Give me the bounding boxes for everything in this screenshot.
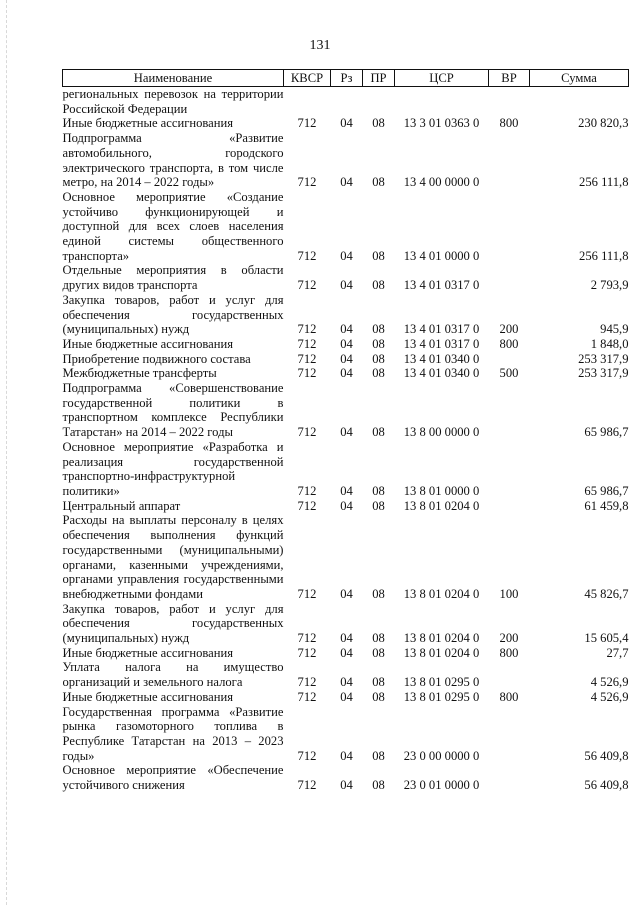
budget-table: [62, 69, 629, 793]
row-label: Основное мероприятие «Разработка и реализация государственной транспортно-инфраструктурной политики»: [62, 439, 284, 498]
cell-pr: 08: [372, 498, 385, 513]
table-row: [63, 337, 629, 352]
cell-csr: 13 4 00 0000 0: [403, 175, 480, 190]
cell-csr: 13 4 01 0000 0: [403, 248, 480, 263]
cell-vr: 200: [499, 631, 519, 646]
cell-csr: 13 8 01 0000 0: [403, 483, 480, 498]
cell-rz: 04: [340, 689, 353, 704]
cell-sum: 65 986,7: [584, 425, 629, 440]
cell-vr: 800: [499, 689, 519, 704]
row-label: региональных перевозок на территории Российской Федерации: [62, 87, 284, 116]
row-label: Расходы на выплаты персоналу в целях обеспечения выполнения функций государственными (муниципальными) органами, казенными учреждениями, органами управления государственными внебюджетными фондами: [62, 513, 284, 601]
cell-sum: 945,9: [600, 322, 629, 337]
cell-name: [63, 263, 284, 292]
cell-name: [63, 293, 284, 337]
cell-rz: 04: [340, 322, 353, 337]
cell-pr: 08: [372, 248, 385, 263]
cell-name: [63, 190, 284, 264]
table-row: [63, 646, 629, 661]
table-row: [63, 87, 629, 117]
cell-sum: 65 986,7: [584, 483, 629, 498]
cell-kvsr: 712: [297, 498, 317, 513]
cell-pr: 08: [372, 586, 385, 601]
cell-pr: [363, 87, 395, 117]
cell-vr: [489, 263, 530, 292]
cell-csr: 13 8 00 0000 0: [403, 425, 480, 440]
cell-csr: 13 4 01 0317 0: [403, 336, 480, 351]
cell-kvsr: 712: [297, 675, 317, 690]
cell-sum: [530, 87, 629, 117]
col-header-kvsr: КВСР: [284, 70, 331, 87]
cell-pr: 08: [372, 689, 385, 704]
cell-csr: 13 8 01 0204 0: [403, 586, 480, 601]
cell-name: [63, 352, 284, 367]
table-row: [63, 690, 629, 705]
cell-sum: 45 826,7: [584, 586, 629, 601]
cell-name: [63, 602, 284, 646]
table-row: [63, 440, 629, 499]
cell-kvsr: 712: [297, 322, 317, 337]
cell-sum: 27,7: [606, 645, 629, 660]
cell-kvsr: 712: [297, 248, 317, 263]
cell-vr: [489, 381, 530, 440]
cell-vr: [489, 763, 530, 792]
cell-pr: 08: [372, 278, 385, 293]
cell-rz: 04: [340, 248, 353, 263]
table-row: [63, 602, 629, 646]
cell-csr: 13 8 01 0295 0: [403, 675, 480, 690]
table-row: [63, 190, 629, 264]
cell-rz: 04: [340, 366, 353, 381]
cell-kvsr: 712: [297, 278, 317, 293]
cell-vr: 800: [499, 336, 519, 351]
table-row: [63, 763, 629, 792]
table-row: [63, 352, 629, 367]
cell-pr: 08: [372, 116, 385, 131]
row-label: Иные бюджетные ассигнования: [62, 336, 234, 351]
cell-vr: [489, 190, 530, 264]
cell-name: [63, 705, 284, 764]
row-label: Приобретение подвижного состава: [62, 351, 251, 366]
cell-sum: 4 526,9: [590, 689, 629, 704]
cell-name: [63, 381, 284, 440]
cell-kvsr: 712: [297, 483, 317, 498]
cell-vr: 800: [499, 645, 519, 660]
cell-rz: 04: [340, 586, 353, 601]
row-label: Центральный аппарат: [62, 498, 181, 513]
cell-vr: [489, 660, 530, 689]
cell-kvsr: [284, 87, 331, 117]
cell-kvsr: 712: [297, 116, 317, 131]
table-row: [63, 499, 629, 514]
cell-kvsr: 712: [297, 778, 317, 793]
cell-csr: 13 8 01 0204 0: [403, 631, 480, 646]
cell-vr: [489, 87, 530, 117]
cell-rz: 04: [340, 336, 353, 351]
cell-name: [63, 116, 284, 131]
scan-edge-mark: [6, 0, 8, 905]
table-header-row: [63, 70, 629, 87]
cell-kvsr: 712: [297, 748, 317, 763]
cell-sum: 61 459,8: [584, 498, 629, 513]
cell-name: [63, 513, 284, 601]
cell-rz: 04: [340, 675, 353, 690]
cell-vr: [489, 131, 530, 190]
cell-sum: 4 526,9: [590, 675, 629, 690]
row-label: Основное мероприятие «Создание устойчиво функционирующей и доступной для всех слоев населения единой системы общественного транспорта»: [62, 189, 284, 263]
cell-name: [63, 660, 284, 689]
table-row: [63, 263, 629, 292]
cell-pr: 08: [372, 778, 385, 793]
cell-vr: [489, 705, 530, 764]
cell-rz: 04: [340, 425, 353, 440]
cell-sum: 230 820,3: [578, 116, 629, 131]
cell-rz: 04: [340, 351, 353, 366]
cell-kvsr: 712: [297, 351, 317, 366]
cell-sum: 15 605,4: [584, 631, 629, 646]
cell-vr: 500: [499, 366, 519, 381]
col-header-name: Наименование: [63, 70, 284, 87]
cell-sum: 256 111,8: [579, 175, 629, 190]
cell-rz: 04: [340, 645, 353, 660]
cell-kvsr: 712: [297, 175, 317, 190]
cell-vr: 200: [499, 322, 519, 337]
cell-name: [63, 366, 284, 381]
row-label: Иные бюджетные ассигнования: [62, 116, 234, 131]
cell-vr: [489, 499, 530, 514]
cell-pr: 08: [372, 425, 385, 440]
cell-pr: 08: [372, 483, 385, 498]
cell-pr: 08: [372, 748, 385, 763]
cell-name: [63, 87, 284, 117]
cell-csr: 23 0 00 0000 0: [403, 748, 480, 763]
cell-kvsr: 712: [297, 631, 317, 646]
col-header-pr: ПР: [363, 70, 395, 87]
cell-pr: 08: [372, 175, 385, 190]
row-label: Межбюджетные трансферты: [62, 366, 217, 381]
cell-csr: 13 4 01 0340 0: [403, 366, 480, 381]
cell-kvsr: 712: [297, 425, 317, 440]
row-label: Уплата налога на имущество организаций и земельного налога: [62, 660, 284, 690]
table-row: [63, 513, 629, 601]
cell-rz: 04: [340, 748, 353, 763]
cell-vr: 100: [499, 586, 519, 601]
cell-name: [63, 337, 284, 352]
cell-vr: [489, 440, 530, 499]
row-label: Подпрограмма «Совершенствование государственной политики в транспортном комплексе Республики Татарстан» на 2014 – 2022 годы: [62, 381, 284, 440]
cell-kvsr: 712: [297, 645, 317, 660]
cell-csr: 13 3 01 0363 0: [403, 116, 480, 131]
row-label: Основное мероприятие «Обеспечение устойчивого снижения: [62, 763, 284, 793]
cell-rz: 04: [340, 498, 353, 513]
table-row: [63, 293, 629, 337]
row-label: Государственная программа «Развитие рынка газомоторного топлива в Республике Татарстан на 2013 – 2023 годы»: [62, 704, 284, 763]
cell-csr: [395, 87, 489, 117]
cell-rz: 04: [340, 631, 353, 646]
row-label: Отдельные мероприятия в области других видов транспорта: [62, 263, 284, 293]
table-row: [63, 366, 629, 381]
cell-rz: 04: [340, 778, 353, 793]
cell-rz: [331, 87, 363, 117]
cell-pr: 08: [372, 675, 385, 690]
table-row: [63, 381, 629, 440]
cell-sum: 56 409,8: [584, 748, 629, 763]
cell-rz: 04: [340, 278, 353, 293]
cell-csr: 13 4 01 0340 0: [403, 351, 480, 366]
cell-rz: 04: [340, 175, 353, 190]
cell-kvsr: 712: [297, 336, 317, 351]
table-row: [63, 131, 629, 190]
cell-vr: [489, 352, 530, 367]
cell-pr: 08: [372, 645, 385, 660]
cell-csr: 13 4 01 0317 0: [403, 322, 480, 337]
cell-pr: 08: [372, 351, 385, 366]
col-header-vr: ВР: [489, 70, 530, 87]
cell-csr: 13 4 01 0317 0: [403, 278, 480, 293]
cell-kvsr: 712: [297, 366, 317, 381]
cell-csr: 13 8 01 0295 0: [403, 689, 480, 704]
cell-pr: 08: [372, 631, 385, 646]
cell-pr: 08: [372, 336, 385, 351]
cell-name: [63, 440, 284, 499]
col-header-rz: Рз: [331, 70, 363, 87]
cell-pr: 08: [372, 366, 385, 381]
row-label: Подпрограмма «Развитие автомобильного, городского электрического транспорта, в том числе метро, на 2014 – 2022 годы»: [62, 131, 284, 190]
cell-kvsr: 712: [297, 689, 317, 704]
cell-pr: 08: [372, 322, 385, 337]
row-label: Иные бюджетные ассигнования: [62, 689, 234, 704]
row-label: Закупка товаров, работ и услуг для обеспечения государственных (муниципальных) нужд: [62, 292, 284, 337]
cell-sum: 253 317,9: [578, 366, 629, 381]
cell-sum: 1 848,0: [590, 336, 629, 351]
cell-csr: 23 0 01 0000 0: [403, 778, 480, 793]
cell-rz: 04: [340, 483, 353, 498]
cell-sum: 253 317,9: [578, 351, 629, 366]
row-label: Иные бюджетные ассигнования: [62, 645, 234, 660]
cell-kvsr: 712: [297, 586, 317, 601]
row-label: Закупка товаров, работ и услуг для обеспечения государственных (муниципальных) нужд: [62, 601, 284, 646]
cell-name: [63, 131, 284, 190]
table-row: [63, 705, 629, 764]
cell-sum: 2 793,9: [590, 278, 629, 293]
cell-name: [63, 499, 284, 514]
cell-csr: 13 8 01 0204 0: [403, 498, 480, 513]
col-header-sum: Сумма: [530, 70, 629, 87]
col-header-csr: ЦСР: [395, 70, 489, 87]
cell-name: [63, 690, 284, 705]
cell-csr: 13 8 01 0204 0: [403, 645, 480, 660]
cell-sum: 256 111,8: [579, 248, 629, 263]
cell-vr: 800: [499, 116, 519, 131]
cell-sum: 56 409,8: [584, 778, 629, 793]
cell-name: [63, 763, 284, 792]
cell-rz: 04: [340, 116, 353, 131]
page-number: 131: [309, 38, 331, 53]
table-row: [63, 660, 629, 689]
table-row: [63, 116, 629, 131]
cell-name: [63, 646, 284, 661]
